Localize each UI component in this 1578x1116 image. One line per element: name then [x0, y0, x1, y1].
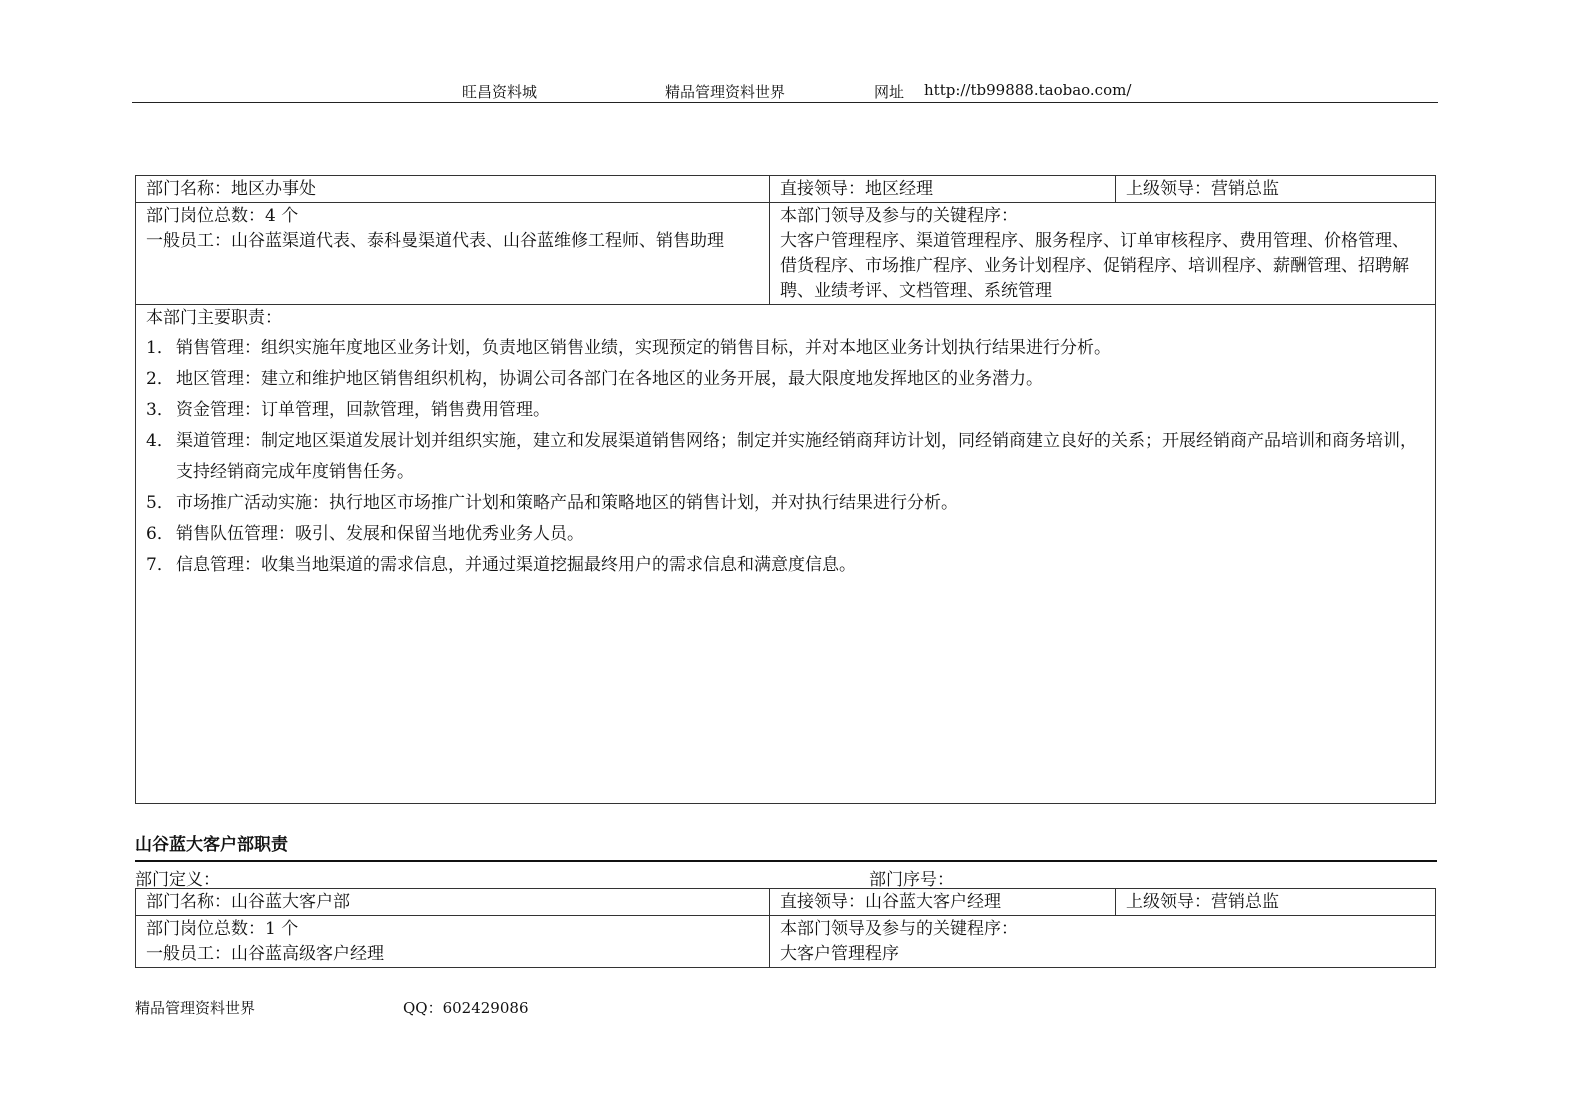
duties-cell [136, 305, 1436, 804]
staff-list: 一般员工：山谷蓝渠道代表、泰科曼渠道代表、山谷蓝维修工程师、销售助理 [146, 231, 724, 251]
key-procedures-title: 本部门领导及参与的关键程序： [780, 919, 1018, 939]
section-title: 山谷蓝大客户部职责 [135, 835, 288, 855]
duty-number: 7． [146, 555, 174, 575]
positions-total: 部门岗位总数：1 个 [146, 919, 299, 939]
header-url-label: 网址 [874, 83, 905, 101]
duty-item [146, 426, 1425, 488]
duty-text: 渠道管理：制定地区渠道发展计划并组织实施，建立和发展渠道销售网络；制定并实施经销商拜访计划，同经销商建立良好的关系；开展经销商产品培训和商务培训，支持经销商完成年度销售任务。 [176, 431, 1417, 482]
duty-item [146, 519, 1425, 550]
page-footer [135, 997, 735, 1019]
superior-leader-cell: 上级领导：营销总监 [1116, 176, 1436, 203]
footer-qq: QQ：602429086 [403, 999, 529, 1017]
duty-text: 销售队伍管理：吸引、发展和保留当地优秀业务人员。 [176, 524, 584, 544]
duty-item [146, 550, 1425, 581]
header-url-link[interactable]: http://tb99888.taobao.com/ [924, 81, 1132, 99]
duty-item [146, 333, 1425, 364]
superior-leader-cell: 上级领导：营销总监 [1116, 889, 1436, 916]
duties-title: 本部门主要职责： [146, 308, 282, 328]
duty-text: 市场推广活动实施：执行地区市场推广计划和策略产品和策略地区的销售计划，并对执行结果进行分析。 [176, 493, 958, 513]
table-row [136, 916, 1436, 968]
duty-text: 销售管理：组织实施年度地区业务计划，负责地区销售业绩，实现预定的销售目标，并对本地区业务计划执行结果进行分析。 [176, 338, 1111, 358]
definition-row [135, 860, 1437, 889]
table-row [136, 889, 1436, 916]
positions-cell [136, 916, 770, 968]
footer-world-name: 精品管理资料世界 [135, 999, 256, 1017]
positions-cell [136, 203, 770, 305]
table-row [136, 176, 1436, 203]
key-procedures-list: 大客户管理程序、渠道管理程序、服务程序、订单审核程序、费用管理、价格管理、借货程序、市场推广程序、业务计划程序、促销程序、培训程序、薪酬管理、招聘解聘、业绩考评、文档管理、系统管理 [780, 231, 1409, 301]
dept-table-key-accounts [135, 888, 1436, 968]
duty-number: 1． [146, 338, 174, 358]
header-shop-name: 旺昌资料城 [462, 83, 538, 101]
duty-number: 2． [146, 369, 174, 389]
header-world-name: 精品管理资料世界 [665, 83, 786, 101]
duty-text: 信息管理：收集当地渠道的需求信息，并通过渠道挖掘最终用户的需求信息和满意度信息。 [176, 555, 856, 575]
key-procedures-list: 大客户管理程序 [780, 944, 899, 964]
duty-number: 6． [146, 524, 174, 544]
dept-definition-label: 部门定义： [135, 870, 220, 890]
duty-number: 5． [146, 493, 174, 513]
page-header [132, 80, 1438, 103]
duty-text: 资金管理：订单管理，回款管理，销售费用管理。 [176, 400, 550, 420]
dept-sequence-label: 部门序号： [869, 870, 954, 890]
duty-text: 地区管理：建立和维护地区销售组织机构，协调公司各部门在各地区的业务开展，最大限度地发挥地区的业务潜力。 [176, 369, 1043, 389]
duty-item [146, 488, 1425, 519]
key-procedures-cell [770, 203, 1436, 305]
duty-number: 3． [146, 400, 174, 420]
key-procedures-title: 本部门领导及参与的关键程序： [780, 206, 1018, 226]
duty-number: 4． [146, 431, 174, 451]
staff-list: 一般员工：山谷蓝高级客户经理 [146, 944, 384, 964]
duty-item [146, 364, 1425, 395]
positions-total: 部门岗位总数：4 个 [146, 206, 299, 226]
key-procedures-cell [770, 916, 1436, 968]
direct-leader-cell: 直接领导：山谷蓝大客户经理 [770, 889, 1116, 916]
duty-item [146, 395, 1425, 426]
table-row [136, 203, 1436, 305]
dept-name-cell: 部门名称：山谷蓝大客户部 [136, 889, 770, 916]
dept-table-regional-office [135, 175, 1436, 804]
table-row [136, 305, 1436, 804]
dept-name-cell: 部门名称：地区办事处 [136, 176, 770, 203]
direct-leader-cell: 直接领导：地区经理 [770, 176, 1116, 203]
